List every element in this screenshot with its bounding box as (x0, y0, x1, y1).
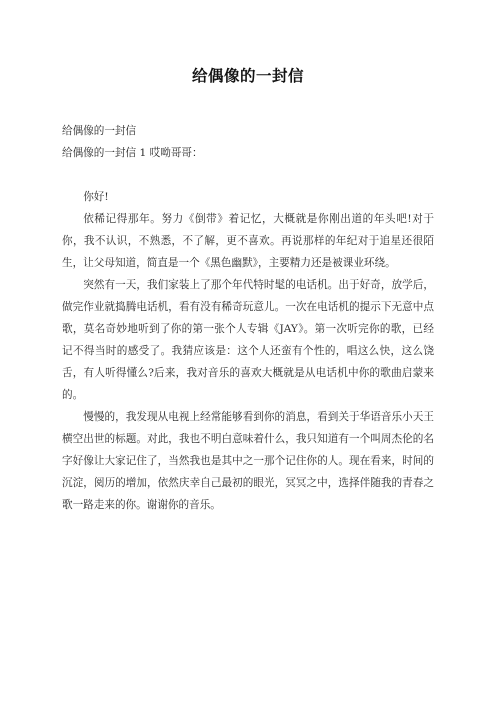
letter-paragraph-1: 依稀记得那年。努力《倒带》着记忆，大概就是你刚出道的年头吧!对于你，我不认识，不熟悉，不了解，更不喜欢。再说那样的年纪对于追星还很陌生，让父母知道，简直是一个《黑色幽默》，主要精力还是被课业环绕。 (62, 213, 434, 269)
letter-paragraph-2: 突然有一天，我们家装上了那个年代特时髦的电话机。出于好奇，放学后，做完作业就捣腾电话机，看有没有稀奇玩意儿。一次在电话机的提示下无意中点歌，莫名奇妙地听到了你的第一张个人专辑《JAY》。第一次听完你的歌，已经记不得当时的感受了。我猜应该是：这个人还蛮有个性的，唱这么快，这么饶舌，有人听得懂么?后来，我对音乐的喜欢大概就是从电话机中你的歌曲启蒙来的。 (62, 279, 434, 401)
document-body (62, 120, 434, 516)
letter-heading: 给偶像的一封信 1 哎呦哥哥： (62, 147, 203, 159)
letter-paragraph-3: 慢慢的，我发现从电视上经常能够看到你的消息，看到关于华语音乐小天王横空出世的标题。对此，我也不明白意味着什么，我只知道有一个叫周杰伦的名字好像让大家记住了，当然我也是其中之一那个记住你的人。现在看来，时间的沉淀，阅历的增加，依然庆幸自己最初的眼光，冥冥之中，选择伴随我的青春之歌一路走来的你。谢谢你的音乐。 (62, 411, 434, 511)
document-title: 给偶像的一封信 (191, 66, 304, 85)
letter-greeting: 你好! (83, 191, 109, 203)
document-subtitle: 给偶像的一封信 (62, 125, 137, 137)
spacer (62, 164, 434, 186)
